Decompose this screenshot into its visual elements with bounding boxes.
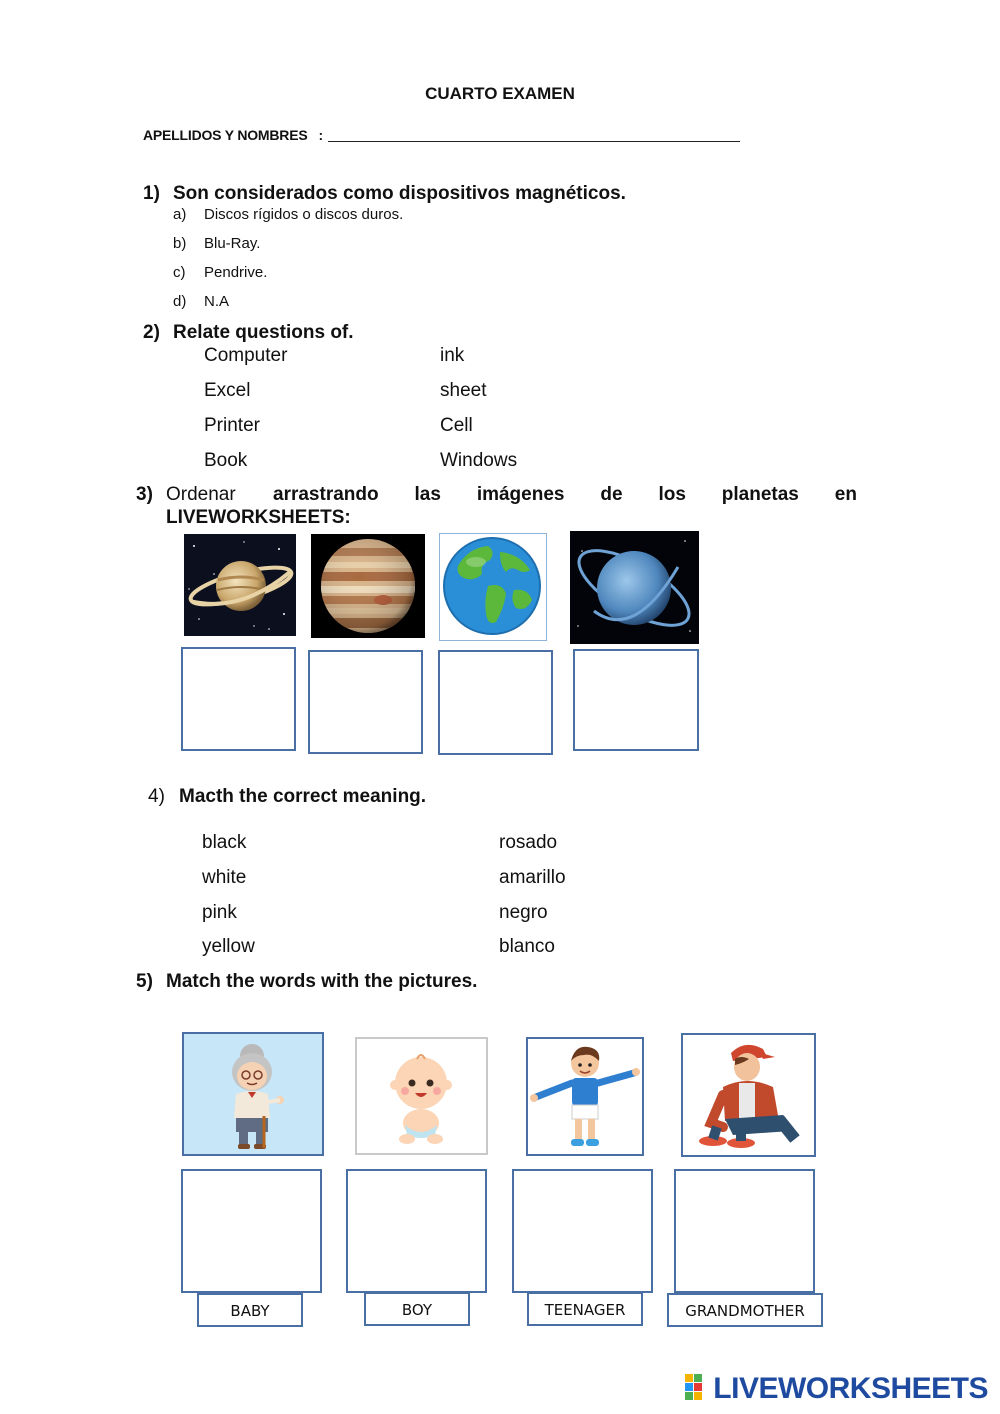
- q4-left-item[interactable]: black: [202, 832, 247, 853]
- q4-text: Macth the correct meaning.: [179, 786, 427, 807]
- boy-icon: [528, 1039, 642, 1154]
- q5-word-label[interactable]: BABY: [197, 1293, 303, 1327]
- q2-left-item[interactable]: Printer: [204, 415, 260, 436]
- q3-word: los: [658, 484, 686, 505]
- q5-drop-box[interactable]: [674, 1169, 815, 1293]
- q4-right-item[interactable]: negro: [499, 902, 548, 923]
- q3-number: 3): [136, 484, 153, 505]
- q1-option-letter: c): [173, 264, 186, 281]
- q3-text-plain: Ordenar: [166, 484, 236, 505]
- name-input-line[interactable]: [328, 141, 740, 142]
- q1-option-text[interactable]: Discos rígidos o discos duros.: [204, 206, 404, 223]
- q2-left-item[interactable]: Excel: [204, 380, 251, 401]
- q2-right-item[interactable]: ink: [440, 345, 465, 366]
- q3-word: imágenes: [476, 484, 565, 505]
- q1-option-letter: d): [173, 293, 187, 310]
- q2-number: 2): [143, 322, 160, 343]
- q5-word-label[interactable]: BOY: [364, 1292, 470, 1326]
- q5-word-label[interactable]: TEENAGER: [527, 1292, 643, 1326]
- neptune-image[interactable]: [570, 531, 699, 644]
- q2-left-item[interactable]: Computer: [204, 345, 288, 366]
- grandmother-image[interactable]: [182, 1032, 324, 1156]
- q3-drop-box[interactable]: [438, 650, 553, 755]
- q3-word: de: [600, 484, 623, 505]
- q5-drop-box[interactable]: [512, 1169, 653, 1293]
- q2-right-item[interactable]: sheet: [440, 380, 487, 401]
- q2-right-item[interactable]: Windows: [440, 450, 518, 471]
- q2-right-item[interactable]: Cell: [440, 415, 473, 436]
- q4-right-item[interactable]: rosado: [499, 832, 558, 853]
- earth-image[interactable]: [439, 533, 547, 641]
- q3-drop-box[interactable]: [573, 649, 699, 751]
- q1-number: 1): [143, 183, 160, 204]
- q1-text: Son considerados como dispositivos magnéticos.: [173, 183, 626, 204]
- q2-text: Relate questions of.: [173, 322, 354, 343]
- name-label: APELLIDOS Y NOMBRES :: [143, 127, 324, 143]
- saturn-icon: [184, 534, 296, 636]
- q1-option-text[interactable]: Blu-Ray.: [204, 235, 261, 252]
- q3-drop-box[interactable]: [308, 650, 423, 754]
- q5-number: 5): [136, 971, 153, 992]
- q3-word: las: [414, 484, 441, 505]
- liveworksheets-logo-icon: [685, 1374, 711, 1400]
- jupiter-icon: [311, 534, 425, 638]
- liveworksheets-watermark: [685, 1372, 988, 1406]
- q3-word: planetas: [721, 484, 799, 505]
- teenager-image[interactable]: [681, 1033, 816, 1157]
- q5-drop-box[interactable]: [346, 1169, 487, 1293]
- q1-option-letter: a): [173, 206, 187, 223]
- q4-number: 4): [148, 786, 165, 807]
- q4-right-item[interactable]: amarillo: [499, 867, 566, 888]
- baby-icon: [357, 1039, 486, 1153]
- grandmother-icon: [184, 1034, 322, 1154]
- earth-icon: [440, 534, 545, 639]
- baby-image[interactable]: [355, 1037, 488, 1155]
- q1-option-text[interactable]: Pendrive.: [204, 264, 268, 281]
- watermark-text: LIVEWORKSHEETS: [713, 1372, 988, 1405]
- q3-word: arrastrando: [273, 484, 379, 505]
- q5-word-label[interactable]: GRANDMOTHER: [667, 1293, 823, 1327]
- q2-left-item[interactable]: Book: [204, 450, 248, 471]
- q4-right-item[interactable]: blanco: [499, 936, 555, 957]
- q3-drop-box[interactable]: [181, 647, 296, 751]
- saturn-image[interactable]: [184, 534, 296, 636]
- q5-text: Match the words with the pictures.: [166, 971, 478, 992]
- boy-image[interactable]: [526, 1037, 644, 1156]
- q4-left-item[interactable]: pink: [202, 902, 237, 923]
- exam-title: CUARTO EXAMEN: [425, 84, 575, 103]
- jupiter-image[interactable]: [311, 534, 425, 638]
- q3-word: en: [834, 484, 857, 505]
- q5-drop-box[interactable]: [181, 1169, 322, 1293]
- q3-text-words: [273, 484, 857, 506]
- q1-option-letter: b): [173, 235, 187, 252]
- q4-left-item[interactable]: white: [202, 867, 247, 888]
- q3-text-line2: LIVEWORKSHEETS:: [166, 507, 351, 528]
- teenager-icon: [683, 1035, 814, 1155]
- neptune-icon: [570, 531, 699, 644]
- q1-option-text[interactable]: N.A: [204, 293, 230, 310]
- q4-left-item[interactable]: yellow: [202, 936, 255, 957]
